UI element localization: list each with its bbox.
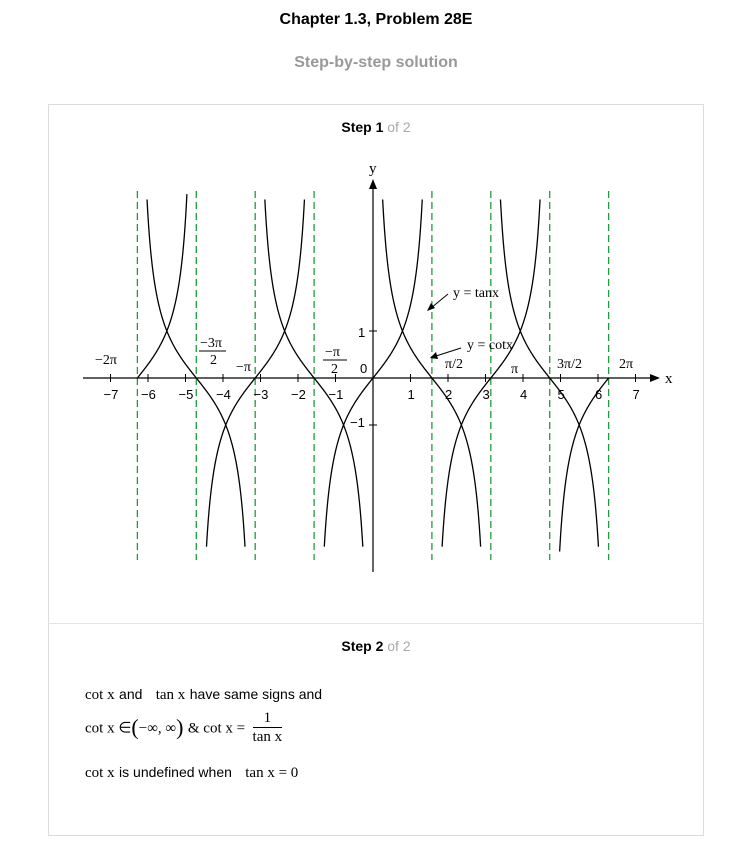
label-neg-3pi-2-den: 2 xyxy=(210,353,217,368)
x-tick-label: 2 xyxy=(445,387,453,402)
origin-label: 0 xyxy=(360,361,368,376)
x-axis-arrow xyxy=(650,374,660,382)
explanation-line-2 xyxy=(85,710,282,747)
page-title: Chapter 1.3, Problem 28E xyxy=(279,11,473,28)
tan-curve-label: y = tanx xyxy=(453,286,499,301)
tan-curve xyxy=(557,378,609,552)
label-neg-2pi: −2π xyxy=(95,353,117,368)
undefined-text: is undefined when xyxy=(119,764,232,780)
label-2pi: 2π xyxy=(619,357,634,372)
reciprocal-fraction xyxy=(253,710,283,747)
cot-label-arrowhead xyxy=(430,352,438,359)
explanation-line-3 xyxy=(85,764,298,782)
step-2-count: of 2 xyxy=(387,638,411,654)
tan-curve xyxy=(137,194,187,378)
step-1-count: of 2 xyxy=(387,119,411,135)
interval-text: −∞, ∞ xyxy=(138,720,177,737)
step-2-card xyxy=(48,623,704,836)
x-tick-label: −6 xyxy=(141,387,156,402)
fraction-numerator: 1 xyxy=(253,710,283,728)
x-tick-label: 6 xyxy=(595,387,603,402)
cot-curve-label: y = cotx xyxy=(467,338,513,353)
x-tick-labels xyxy=(104,387,640,402)
open-paren: ( xyxy=(131,714,139,740)
y-axis-label: y xyxy=(369,161,377,177)
x-tick-label: 3 xyxy=(482,387,490,402)
x-tick-label: −7 xyxy=(103,387,119,402)
y-tick-label-1: 1 xyxy=(358,325,366,340)
cot-label-arrow-line xyxy=(436,348,461,356)
cot-equals-term: & cot x = xyxy=(187,720,246,737)
explanation-line-1 xyxy=(85,686,322,704)
x-tick-label: 4 xyxy=(520,387,528,402)
tan-label-arrowhead xyxy=(427,303,435,311)
step-1-label: Step 1 xyxy=(341,119,384,135)
label-neg-pi: −π xyxy=(236,360,251,375)
close-paren: ) xyxy=(176,714,184,740)
label-3pi-2: 3π/2 xyxy=(557,357,582,372)
x-tick-label: −1 xyxy=(328,387,344,402)
step-1-card xyxy=(48,104,704,625)
fraction-denominator: tan x xyxy=(252,729,283,745)
x-tick-label: −3 xyxy=(253,387,269,402)
step-2-label: Step 2 xyxy=(341,638,384,654)
cot-x-term: cot x xyxy=(85,687,115,703)
y-tick-label-neg-1: −1 xyxy=(350,415,365,430)
label-neg-3pi-2-num: −3π xyxy=(200,336,222,351)
tan-cot-graph xyxy=(49,105,703,624)
x-tick-label: 7 xyxy=(632,387,640,402)
solution-subtitle: Step-by-step solution xyxy=(294,54,458,71)
label-neg-pi-2-num: −π xyxy=(325,345,340,360)
tan-zero-condition: tan x = 0 xyxy=(245,765,299,781)
x-axis-label: x xyxy=(665,371,673,387)
cot-domain-term: cot x ∈ xyxy=(85,720,132,737)
same-signs-text: have same signs and xyxy=(189,686,323,702)
and-text: and xyxy=(119,686,143,702)
x-tick-label: 1 xyxy=(407,387,415,402)
y-axis-arrow xyxy=(369,179,377,189)
tan-x-term: tan x xyxy=(155,687,186,703)
x-tick-label: 5 xyxy=(557,387,565,402)
label-pi: π xyxy=(511,362,519,377)
label-neg-pi-2-den: 2 xyxy=(331,362,338,377)
cot-x-term-2: cot x xyxy=(85,765,115,781)
x-tick-label: −5 xyxy=(178,387,194,402)
tan-label-arrow-line xyxy=(431,294,448,308)
x-tick-label: −4 xyxy=(216,387,231,402)
step-2-header xyxy=(49,638,703,654)
label-half-pi: π/2 xyxy=(445,357,463,372)
x-tick-label: −2 xyxy=(291,387,306,402)
